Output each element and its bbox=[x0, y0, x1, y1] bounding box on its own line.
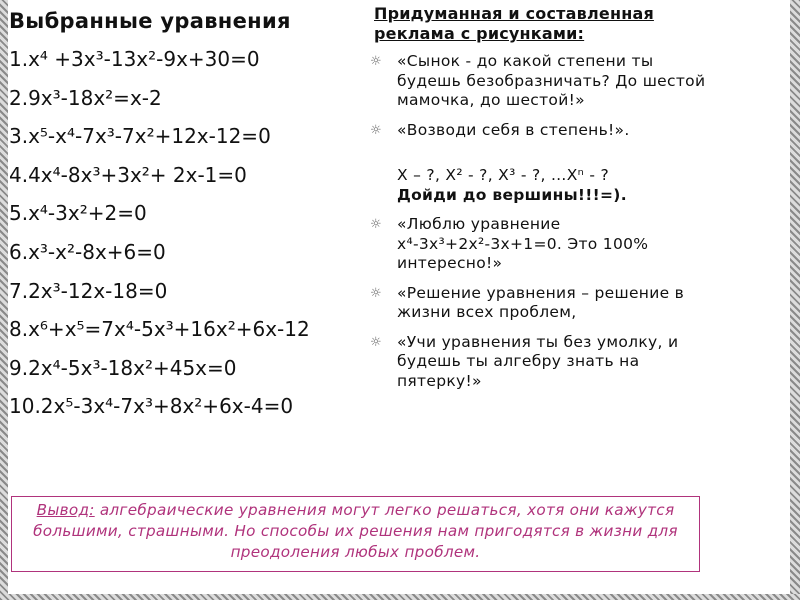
sun-bullet-icon: ☼ bbox=[370, 122, 382, 138]
conclusion-box bbox=[11, 496, 700, 572]
ad-text: «Решение уравнения – решение в жизни всех проблем, bbox=[397, 283, 685, 321]
equation-item: 1.x⁴ +3x³-13x²-9x+30=0 bbox=[9, 47, 260, 71]
equation-item: 2.9x³-18x²=x-2 bbox=[9, 85, 162, 110]
ad-item bbox=[367, 333, 707, 392]
decorative-frame-right bbox=[790, 0, 800, 600]
sun-bullet-icon: ☼ bbox=[370, 285, 382, 301]
equations-title: Выбранные уравнения bbox=[9, 9, 291, 33]
conclusion-text: алгебраические уравнения могут легко решаться, хотя они кажутся большими, страшными. Но способы их решения нам пригодятся в жизни для преодоления любых проблем. bbox=[33, 501, 678, 561]
sun-bullet-icon: ☼ bbox=[370, 334, 382, 350]
powers-text: X – ?, X² - ?, X³ - ?, …Xⁿ - ? bbox=[397, 166, 609, 184]
ad-text: «Люблю уравнение x⁴-3x³+2x²-3x+1=0. Это 100% интересно!» bbox=[397, 215, 649, 272]
decorative-frame-bottom bbox=[0, 594, 800, 600]
equation-item: 10.2x⁵-3x⁴-7x³+8x²+6x-4=0 bbox=[9, 394, 294, 419]
equations-list bbox=[9, 40, 364, 426]
equations-column bbox=[9, 2, 364, 426]
equation-item: 3.x⁵-x⁴-7x³-7x²+12x-12=0 bbox=[9, 124, 271, 149]
equation-item: 5.x⁴-3x²+2=0 bbox=[9, 201, 147, 226]
ads-column bbox=[367, 4, 707, 401]
ad-item bbox=[367, 121, 707, 141]
ad-text: «Возводи себя в степень!». bbox=[397, 120, 630, 139]
equation-item: 8.x⁶+x⁵=7x⁴-5x³+16x²+6x-12 bbox=[9, 317, 310, 342]
ad-item bbox=[367, 215, 707, 274]
decorative-frame-left bbox=[0, 0, 8, 600]
ad-item bbox=[367, 284, 707, 323]
sun-bullet-icon: ☼ bbox=[370, 54, 382, 69]
ad-text: «Сынок - до какой степени ты будешь безобразничать? До шестой мамочка, до шестой!» bbox=[397, 52, 706, 109]
equation-item: 4.4x⁴-8x³+3x²+ 2x-1=0 bbox=[9, 162, 247, 187]
sun-bullet-icon: ☼ bbox=[370, 217, 382, 232]
equation-item: 9.2x⁴-5x³-18x²+45x=0 bbox=[9, 355, 237, 380]
ad-item bbox=[367, 52, 707, 111]
ads-list bbox=[367, 52, 707, 391]
ads-title: Придуманная и составленная реклама с рисунками: bbox=[374, 4, 654, 43]
powers-line bbox=[367, 166, 707, 205]
powers-slogan: Дойди до вершины!!!=). bbox=[397, 185, 627, 204]
equation-item: 6.x³-x²-8x+6=0 bbox=[9, 239, 166, 264]
conclusion-label: Вывод: bbox=[36, 501, 95, 519]
ad-text: «Учи уравнения ты без умолку, и будешь ты алгебру знать на пятерку!» bbox=[397, 332, 679, 390]
equation-item: 7.2x³-12x-18=0 bbox=[9, 278, 168, 303]
